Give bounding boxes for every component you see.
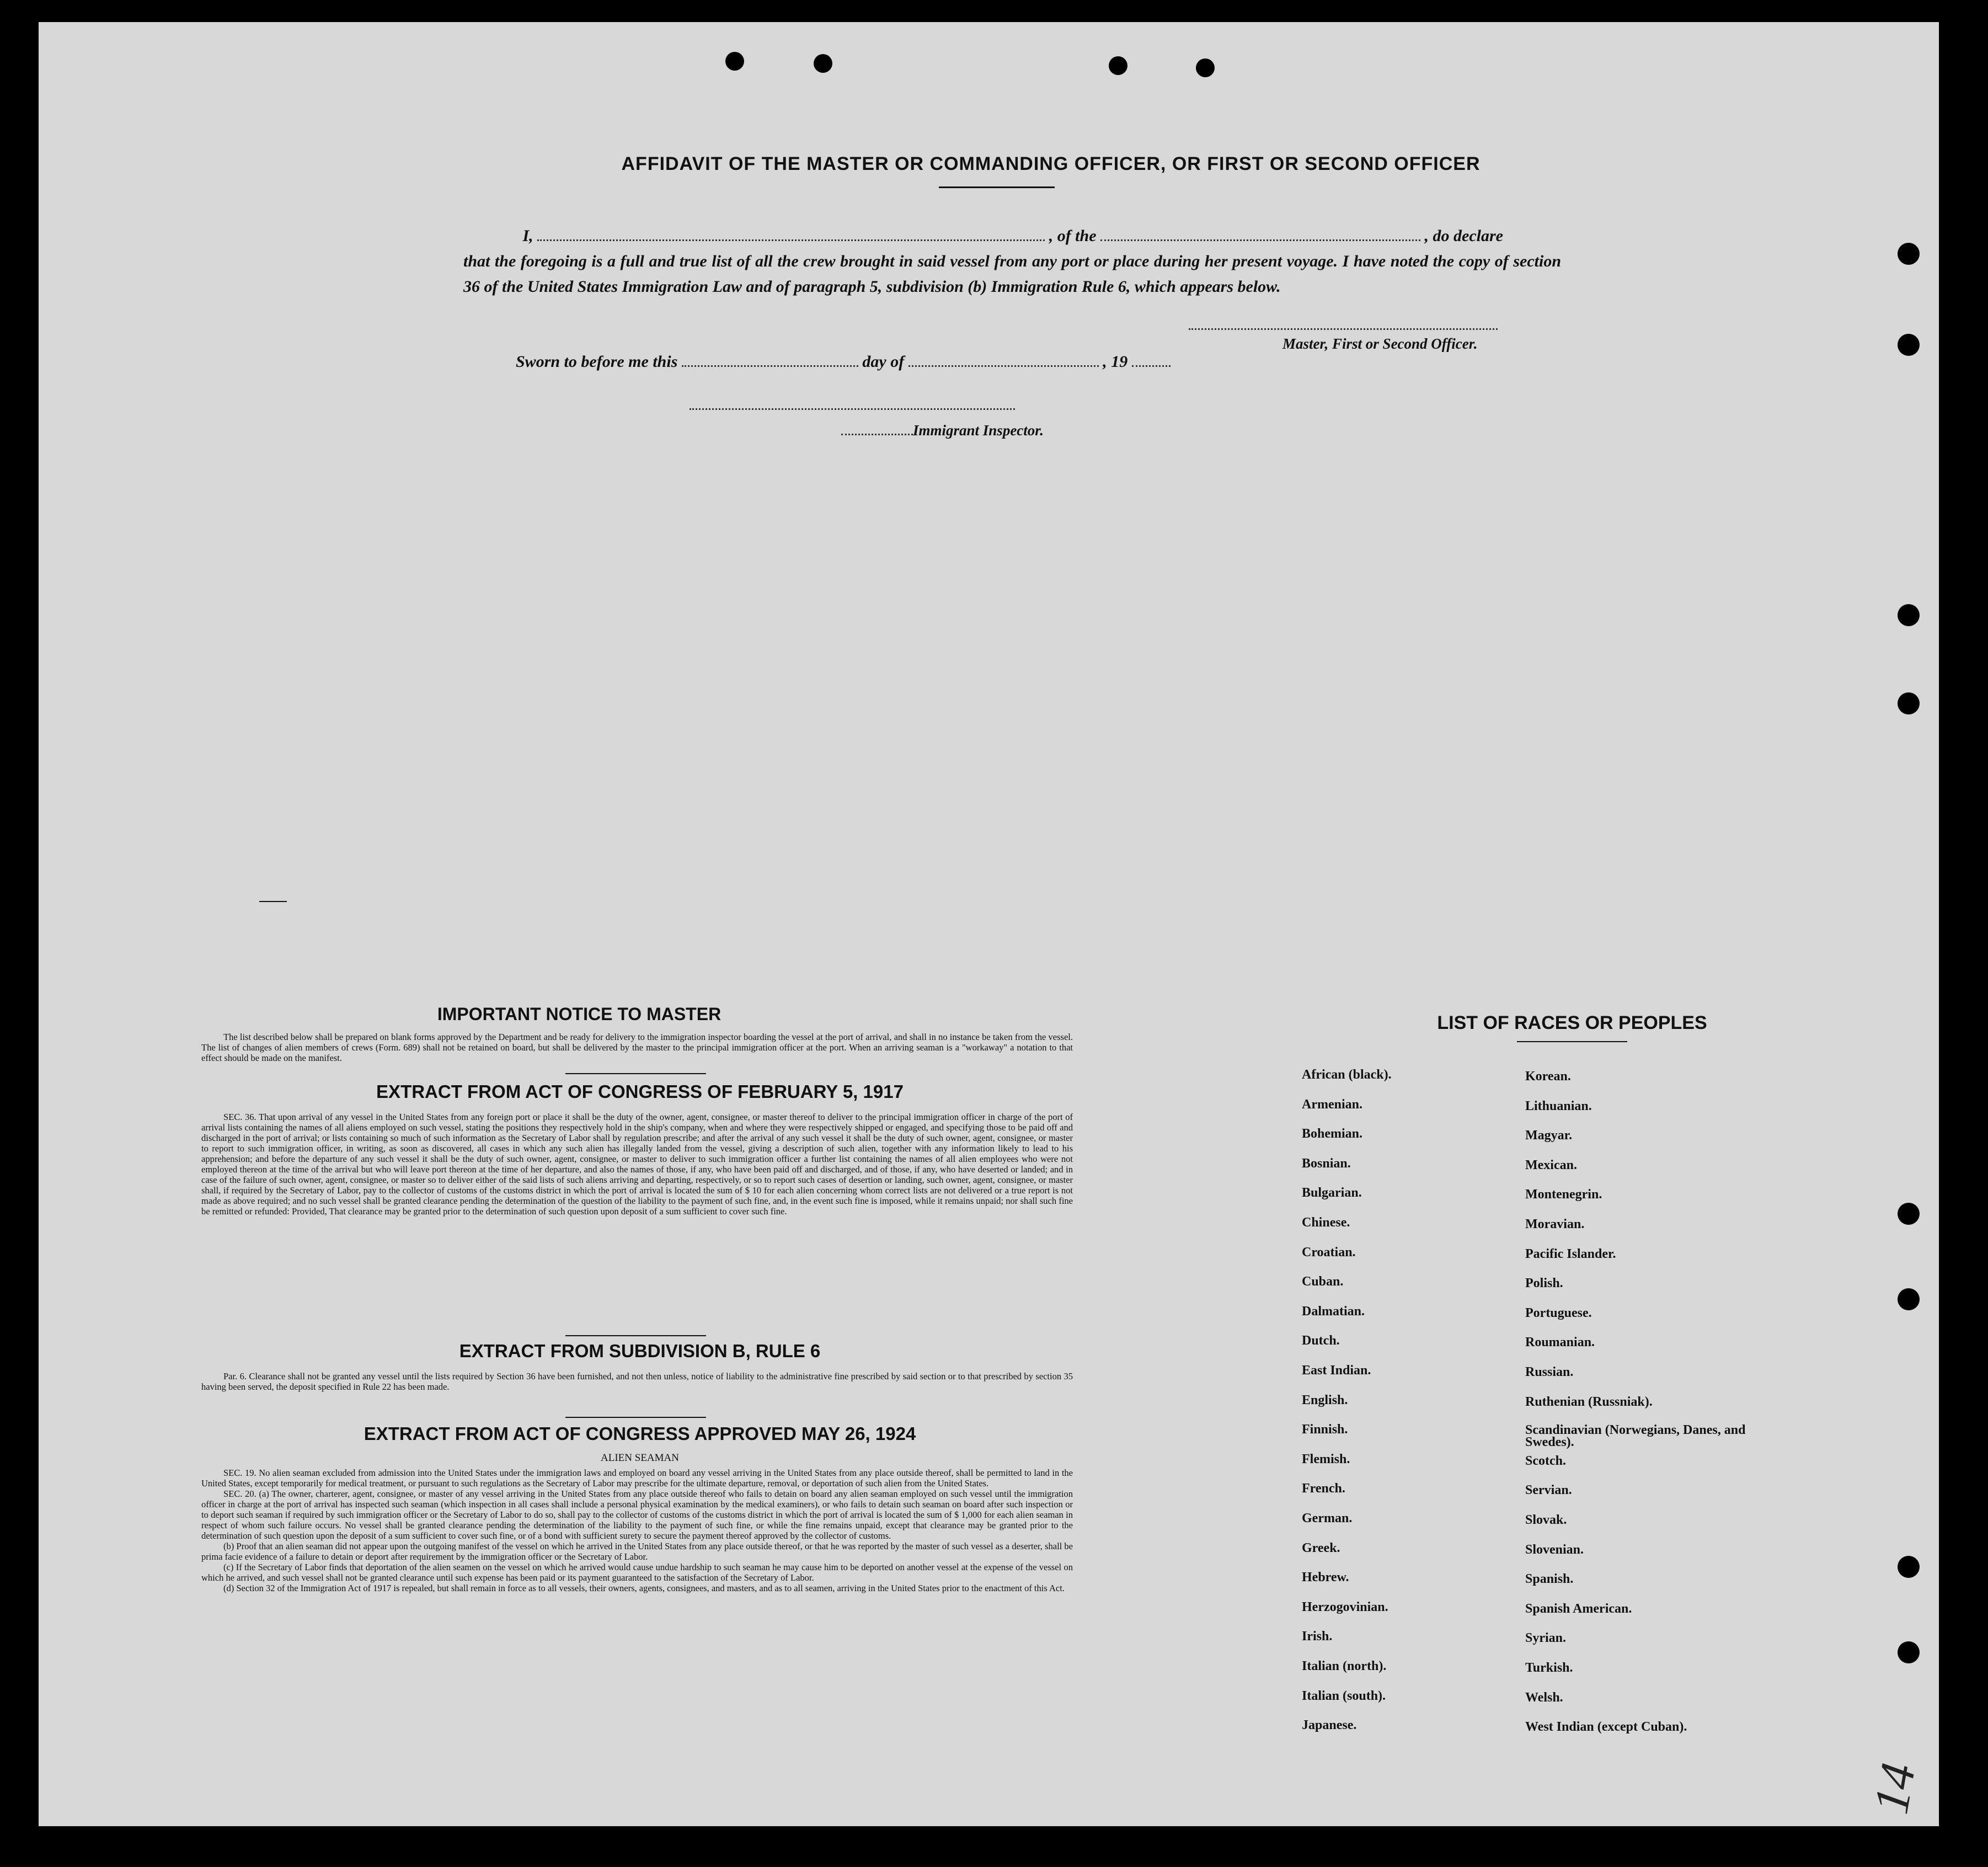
sworn-day-label: day of xyxy=(862,353,905,371)
notice-paragraph: The list described below shall be prepared on blank forms approved by the Department and be ready for delivery to the immigration inspector boarding the vessel at the port of arrival, and shall in no instance be taken from the vessel. The list of changes of alien members of crews (Form. 689) shall not be retained on board, but shall be delivered by the master to the principal immigration officer at the port. When an arriving seaman is a "workaway" a notation to that effect should be made on the manifest. xyxy=(201,1032,1073,1063)
sec-20c-paragraph: (c) If the Secretary of Labor finds that deportation of the alien seamen on the vessel on which he arrived would cause undue hardship to such seaman he may cause him to be deported on another vessel at the expense of the vessel on which he arrived, and such vessel shall not be granted clearance until such expense has been paid or its payment guaranteed to the satisfaction of the Secretary of Labor. xyxy=(201,1562,1073,1583)
race-item: Herzogovinian. xyxy=(1302,1599,1388,1614)
punch-hole xyxy=(1898,604,1920,626)
punch-hole xyxy=(725,52,744,71)
race-item: Italian (south). xyxy=(1302,1688,1386,1703)
name-field[interactable] xyxy=(537,225,1045,241)
extract-1924-text xyxy=(201,1468,1073,1593)
declaration-block xyxy=(463,223,1561,300)
punch-hole xyxy=(1898,692,1920,714)
affidavit-title: AFFIDAVIT OF THE MASTER OR COMMANDING OFFICER, OR FIRST OR SECOND OFFICER xyxy=(621,153,1481,174)
race-item: Magyar. xyxy=(1525,1128,1573,1143)
race-item: Croatian. xyxy=(1302,1245,1356,1260)
punch-hole xyxy=(1898,1203,1920,1225)
sec-20d-paragraph: (d) Section 32 of the Immigration Act of 1917 is repealed, but shall remain in force as to all vessels, their owners, agents, consignees, and masters, and as to all seamen, arriving in the United States prior to the enactment of this Act. xyxy=(223,1583,1065,1593)
decl-of-the: , of the xyxy=(1049,227,1097,245)
extract-rule6-text xyxy=(201,1371,1073,1392)
handwritten-page-number: 14 xyxy=(1863,1759,1926,1818)
vessel-field[interactable] xyxy=(1100,225,1420,241)
race-item: African (black). xyxy=(1302,1068,1392,1082)
race-item: Moravian. xyxy=(1525,1217,1585,1231)
race-item: Scandinavian (Norwegians, Danes, and Swedes). xyxy=(1525,1423,1746,1450)
race-item: Servian. xyxy=(1525,1483,1572,1498)
decl-i: I, xyxy=(522,227,533,245)
extract-1917-title: EXTRACT FROM ACT OF CONGRESS OF FEBRUARY 5, 1917 xyxy=(376,1081,904,1102)
race-item: Russian. xyxy=(1525,1365,1574,1379)
race-item: Bosnian. xyxy=(1302,1156,1351,1171)
par-6-paragraph: Par. 6. Clearance shall not be granted any vessel until the lists required by Section 36 have been furnished, and not then unless, notice of liability to the administrative fine prescribed by said section or to that prescribed by section 35 having been served, the deposit specified in Rule 22 has been made. xyxy=(201,1371,1073,1392)
race-item: Slovak. xyxy=(1525,1513,1567,1527)
notice-title: IMPORTANT NOTICE TO MASTER xyxy=(437,1004,722,1024)
race-item: German. xyxy=(1302,1511,1353,1525)
declaration-text: that the foregoing is a full and true list of all the crew brought in said vessel from any port or place during her present voyage. I have noted the copy of section 36 of the United States Immigration Law and of paragraph 5, subdivision (b) Immigration Rule 6, which appears below. xyxy=(463,252,1561,296)
race-item: Dalmatian. xyxy=(1302,1304,1365,1319)
race-item: Spanish American. xyxy=(1525,1601,1632,1616)
race-item: Spanish. xyxy=(1525,1572,1574,1587)
sworn-day-field[interactable] xyxy=(682,351,858,367)
race-item: Bulgarian. xyxy=(1302,1186,1362,1201)
extract-1924-subtitle: ALIEN SEAMAN xyxy=(601,1452,679,1464)
race-item: Japanese. xyxy=(1302,1718,1357,1733)
race-item: Roumanian. xyxy=(1525,1335,1595,1350)
punch-hole xyxy=(1898,243,1920,265)
sworn-month-field[interactable] xyxy=(909,351,1099,367)
races-title-underline xyxy=(1517,1041,1627,1042)
punch-hole xyxy=(1898,1641,1920,1663)
extract-rule6-title: EXTRACT FROM SUBDIVISION B, RULE 6 xyxy=(459,1341,821,1361)
race-item: Scotch. xyxy=(1525,1453,1566,1468)
race-item: Slovenian. xyxy=(1525,1542,1584,1557)
extract-1917-text xyxy=(201,1112,1073,1217)
race-item: Korean. xyxy=(1525,1069,1571,1084)
race-item: English. xyxy=(1302,1393,1348,1407)
race-item: Chinese. xyxy=(1302,1215,1350,1230)
notice-text xyxy=(201,1032,1073,1063)
race-item: French. xyxy=(1302,1481,1345,1496)
punch-hole xyxy=(814,54,832,73)
race-item: Mexican. xyxy=(1525,1157,1577,1172)
sec-20b-paragraph: (b) Proof that an alien seaman did not appear upon the outgoing manifest of the vessel on which he arrived in the United States from any place outside thereof, or that he was reported by the master of such vessel as a deserter, shall be prima facie evidence of a failure to detain or deport after requirement by the immigration officer or the Secretary of Labor. xyxy=(201,1541,1073,1562)
inspector-line xyxy=(841,422,1044,439)
races-title: LIST OF RACES OR PEOPLES xyxy=(1437,1012,1707,1033)
race-item: Flemish. xyxy=(1302,1452,1350,1466)
punch-hole xyxy=(1898,334,1920,356)
inspector-signature-line[interactable] xyxy=(690,408,1015,410)
race-item: Cuban. xyxy=(1302,1274,1344,1289)
stray-mark xyxy=(259,901,287,902)
punch-hole xyxy=(1109,56,1127,75)
sworn-year-label: , 19 xyxy=(1103,353,1128,371)
title-underline xyxy=(939,186,1055,188)
race-item: Lithuanian. xyxy=(1525,1098,1592,1113)
race-item: Bohemian. xyxy=(1302,1127,1363,1141)
extract-1924-title: EXTRACT FROM ACT OF CONGRESS APPROVED MAY 26, 1924 xyxy=(364,1423,916,1444)
decl-do-declare: , do declare xyxy=(1424,227,1503,245)
race-item: Italian (north). xyxy=(1302,1659,1387,1673)
section-divider xyxy=(565,1073,706,1074)
master-signature-line[interactable] xyxy=(1189,328,1498,330)
sec-19-paragraph: SEC. 19. No alien seaman excluded from admission into the United States under the immigration laws and employed on board any vessel arriving in the United States from any place outside thereof, shall be permitted to land in the United States, except temporarily for medical treatment, or pursuant to such regulations as the Secretary of Labor may prescribe for the ultimate departure, removal, or deportation of such alien from the United States. xyxy=(201,1468,1073,1489)
sworn-year-field[interactable] xyxy=(1132,351,1171,367)
race-item: Ruthenian (Russniak). xyxy=(1525,1394,1653,1409)
section-divider xyxy=(565,1335,706,1336)
race-item: Welsh. xyxy=(1525,1690,1563,1705)
punch-hole xyxy=(1196,58,1215,77)
race-item: Syrian. xyxy=(1525,1631,1567,1646)
race-item: Hebrew. xyxy=(1302,1570,1349,1585)
race-item: Polish. xyxy=(1525,1276,1563,1291)
race-item: Pacific Islander. xyxy=(1525,1246,1616,1261)
master-label: Master, First or Second Officer. xyxy=(1282,335,1478,352)
race-item: Montenegrin. xyxy=(1525,1187,1602,1202)
race-item: Armenian. xyxy=(1302,1097,1362,1112)
punch-hole xyxy=(1898,1288,1920,1310)
race-item: Turkish. xyxy=(1525,1661,1573,1675)
race-item: Portuguese. xyxy=(1525,1305,1592,1320)
sworn-line xyxy=(516,351,1171,371)
section-divider xyxy=(565,1417,706,1418)
inspector-label: Immigrant Inspector. xyxy=(913,422,1044,439)
race-item: East Indian. xyxy=(1302,1363,1371,1378)
race-item: West Indian (except Cuban). xyxy=(1525,1720,1687,1735)
sec-20a-paragraph: SEC. 20. (a) The owner, charterer, agent, consignee, or master of any vessel arriving in the United States from any place outside thereof who fails to detain on board any alien seaman employed on such vessel until the immigration officer in charge at the port of arrival has inspected such seaman (which inspection in all cases shall include a personal physical examination by the medical examiners), or who fails to detain such seaman on board after such inspection or to deport such seaman if required by such immigration officer or the Secretary of Labor to do so, shall pay to the collector of customs of the customs district in which the port of arrival is located the sum of $ 1,000 for each alien seaman in respect of whom such failure occurs. No vessel shall be granted clearance pending the determination of the liability to the payment of such fine, or while the fine remains unpaid, except that clearance may be granted prior to the determination of such question upon the deposit of a sum sufficient to cover such fine, or of a bond with sufficient surety to secure the payment thereof approved by the collector of customs. xyxy=(201,1489,1073,1541)
punch-hole xyxy=(1898,1556,1920,1578)
race-item: Irish. xyxy=(1302,1629,1333,1644)
sec-36-paragraph: SEC. 36. That upon arrival of any vessel in the United States from any foreign port or place it shall be the duty of the owner, agent, consignee, or master thereof to deliver to the principal immigration officer in charge of the port of arrival lists containing the names of all aliens employed on such vessel, stating the positions they respectively hold in the ship's company, when and where they were respectively shipped or engaged, and specifying those to be paid off and discharged in the port of arrival; or lists containing so much of such information as the Secretary of Labor shall by regulation prescribe; and after the arrival of any such vessel it shall be the duty of such owner, agent, consignee, or master to report to such immigration officer, in writing, as soon as discovered, all cases in which any such alien has illegally landed from the vessel, giving a description of such alien, together with any information likely to lead to his apprehension; and before the departure of any such vessel it shall be the duty of such owner, agent, consignee, or master to deliver to such immigration officer a further list containing the names of all alien employees who were not employed thereon at the time of the arrival but who will leave port thereon at the time of her departure, and also the names of those, if any, who have been paid off and discharged, and of those, if any, who have deserted or landed; and in case of the failure of such owner, agent, consignee, or master so to deliver either of the said lists of such aliens arriving and departing, respectively, or so to report such cases of desertion or landing, such owner, agent, consignee, or master shall, if required by the Secretary of Labor, pay to the collector of customs of the customs district in which the port of arrival is located the sum of $ 10 for each alien concerning whom correct lists are not delivered or a true report is not made as above required; and no such vessel shall be granted clearance pending the determination of the question of the liability to the payment of such fine, and, in the event such fine is imposed, while it remains unpaid; nor shall such fine be remitted or refunded: Provided, That clearance may be granted prior to the determination of such question upon deposit of a sum sufficient to cover such fine. xyxy=(201,1112,1073,1217)
document-page xyxy=(39,22,1939,1826)
race-item: Greek. xyxy=(1302,1540,1340,1555)
race-item: Dutch. xyxy=(1302,1333,1340,1348)
sworn-prefix: Sworn to before me this xyxy=(516,353,678,371)
race-item: Finnish. xyxy=(1302,1422,1348,1437)
